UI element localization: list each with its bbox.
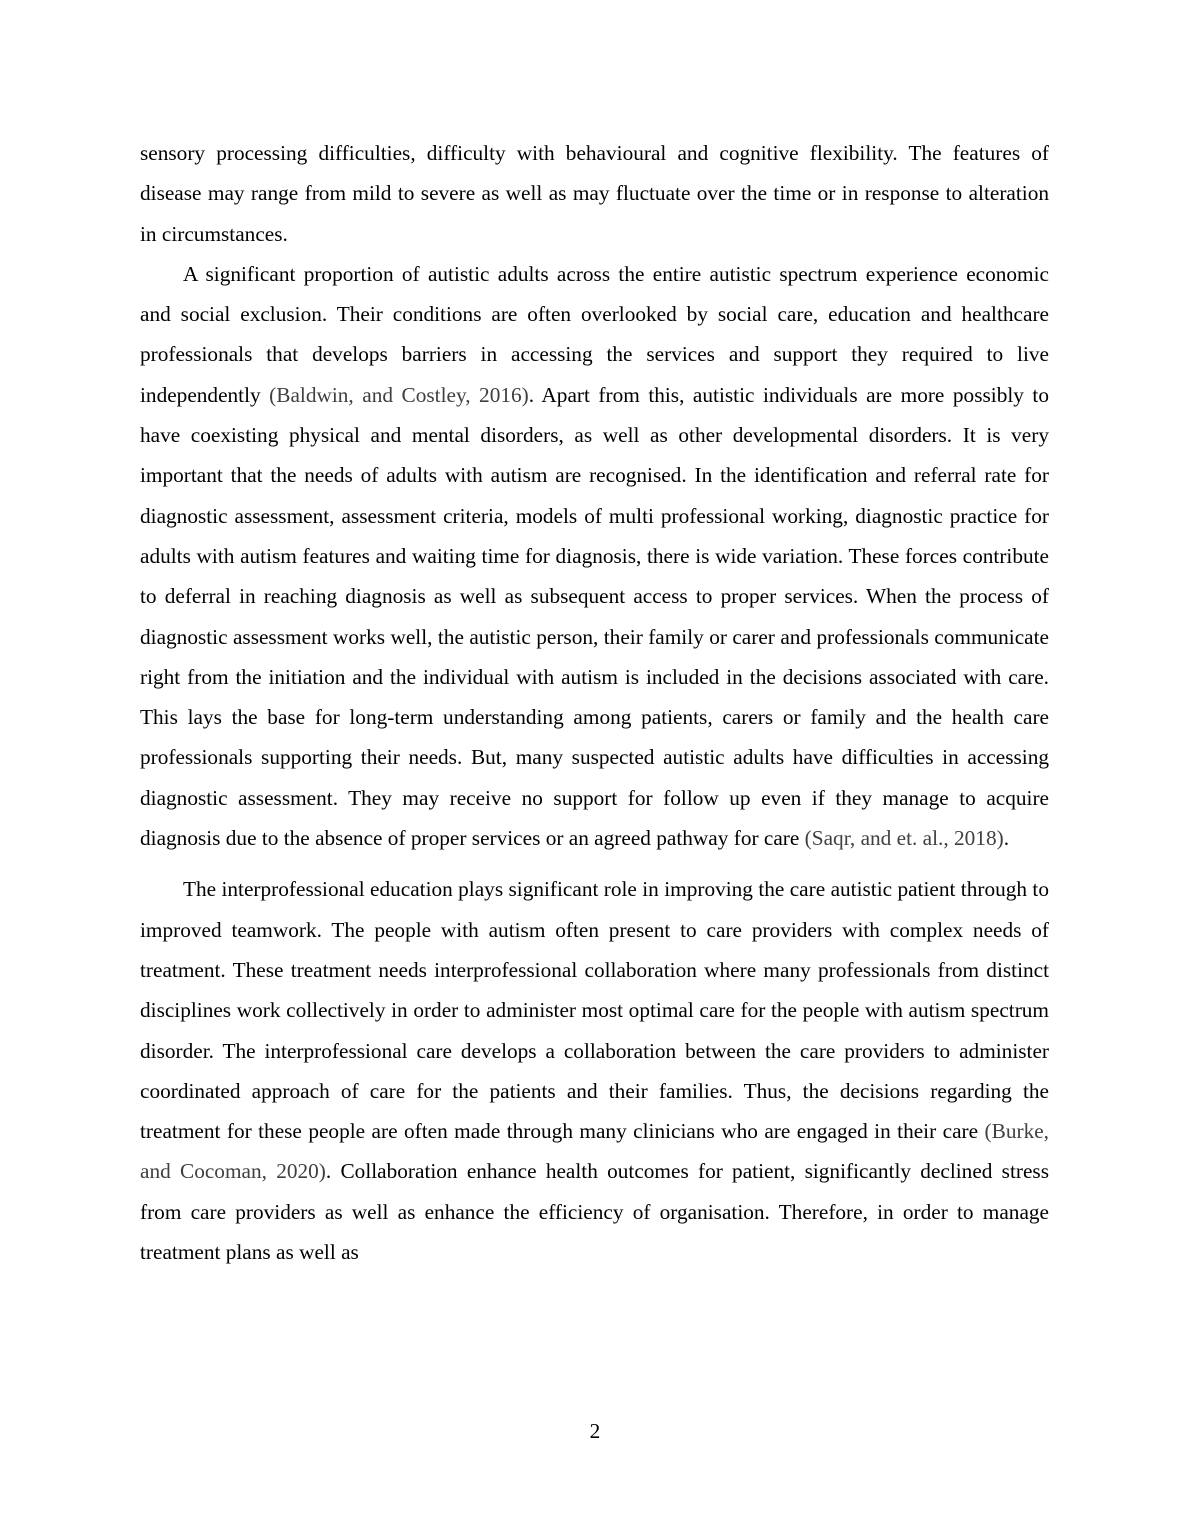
citation-baldwin-costley: (Baldwin, and Costley, 2016) [269,382,529,407]
paragraph-3 [140,869,1049,1272]
paragraph-2-text-b: . Apart from this, autistic individuals are more possibly to have coexisting physical and mental disorders, as well as other developmental disorders. It is very important that the needs of adults with autism are recognised. In the identification and referral rate for diagnostic assessment, assessment criteria, models of multi professional working, diagnostic practice for adults with autism features and waiting time for diagnosis, there is wide variation. These forces contribute to deferral in reaching diagnosis as well as subsequent access to proper services. When the process of diagnostic assessment works well, the autistic person, their family or carer and professionals communicate right from the initiation and the individual with autism is included in the decisions associated with care. This lays the base for long-term understanding among patients, carers or family and the health care professionals supporting their needs. But, many suspected autistic adults have difficulties in accessing diagnostic assessment. They may receive no support for follow up even if they manage to acquire diagnosis due to the absence of proper services or an agreed pathway for care [140,382,1049,851]
citation-burke-cocoman: (Burke, and Cocoman, 2020) [140,1119,1049,1184]
paragraph-3-text-a: The interprofessional education plays significant role in improving the care autistic patient through to improved teamwork. The people with autism often present to care providers with complex needs of treatment. These treatment needs interprofessional collaboration where many professionals from distinct disciplines work collectively in order to administer most optimal care for the people with autism spectrum disorder. The interprofessional care develops a collaboration between the care providers to administer coordinated approach of care for the patients and their families. Thus, the decisions regarding the treatment for these people are often made through many clinicians who are engaged in their care [140,877,1049,1144]
citation-saqr: (Saqr, and et. al., 2018) [804,826,1004,851]
paragraph-3-text-b: . Collaboration enhance health outcomes for patient, significantly declined stress from care providers as well as enhance the efficiency of organisation. Therefore, in order to manage treatment plans as well as [140,1159,1050,1265]
paragraph-1-text: sensory processing difficulties, difficulty with behavioural and cognitive flexibility. The features of disease may range from mild to severe as well as may fluctuate over the time or in response to alteration in circumstances. [140,141,1049,246]
paragraph-2-text-a: A significant proportion of autistic adults across the entire autistic spectrum experience economic and social exclusion. Their conditions are often overlooked by social care, education and healthcare professionals that develops barriers in accessing the services and support they required to live independently [140,261,1049,407]
body-text [140,133,1049,1272]
paragraph-2-text-c: . [1003,826,1010,851]
page-number: 2 [589,1419,601,1443]
paragraph-2 [140,254,1049,858]
paragraph-1 [140,133,1049,254]
